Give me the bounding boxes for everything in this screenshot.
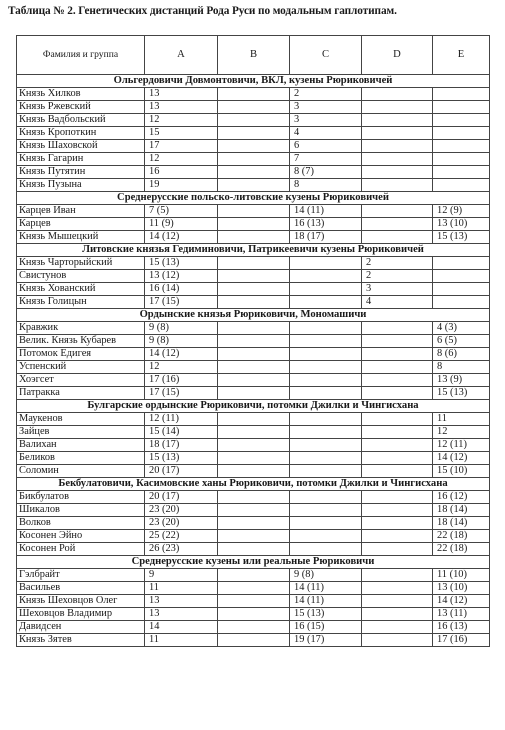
cell-e: 4 (3) [433,322,490,335]
cell-b [218,335,290,348]
cell-c: 9 (8) [290,569,362,582]
cell-a: 23 (20) [145,517,218,530]
cell-a: 14 (12) [145,231,218,244]
cell-name: Князь Хилков [17,88,145,101]
cell-name: Князь Мышецкий [17,231,145,244]
section-heading: Бекбулатовичи, Касимовские ханы Рюриковичи, потомки Джилки и Чингисхана [17,478,490,491]
table-row [17,569,490,582]
cell-d [362,491,433,504]
cell-e [433,179,490,192]
cell-a: 23 (20) [145,504,218,517]
cell-d [362,205,433,218]
table-row [17,101,490,114]
cell-name: Шикалов [17,504,145,517]
cell-d [362,595,433,608]
cell-name: Валихан [17,439,145,452]
cell-a: 14 [145,621,218,634]
section-heading-row [17,556,490,569]
table-row [17,322,490,335]
cell-name: Гэлбрайт [17,569,145,582]
cell-name: Князь Голицын [17,296,145,309]
column-header-b: B [218,36,290,75]
table-row [17,179,490,192]
cell-c [290,426,362,439]
cell-e [433,101,490,114]
cell-name: Велик. Князь Кубарев [17,335,145,348]
table-row [17,374,490,387]
cell-d [362,322,433,335]
table-row [17,218,490,231]
cell-e: 12 [433,426,490,439]
cell-c [290,452,362,465]
cell-d [362,634,433,647]
cell-b [218,517,290,530]
cell-e [433,166,490,179]
cell-d [362,114,433,127]
table-row [17,166,490,179]
cell-c: 19 (17) [290,634,362,647]
cell-name: Кравжик [17,322,145,335]
cell-name: Бикбулатов [17,491,145,504]
cell-b [218,166,290,179]
cell-b [218,88,290,101]
cell-b [218,140,290,153]
cell-b [218,361,290,374]
cell-c: 14 (11) [290,205,362,218]
table-row [17,127,490,140]
cell-b [218,543,290,556]
table-row [17,283,490,296]
cell-c [290,283,362,296]
cell-a: 20 (17) [145,465,218,478]
cell-e: 15 (13) [433,231,490,244]
cell-e [433,296,490,309]
cell-name: Карцев Иван [17,205,145,218]
cell-b [218,621,290,634]
cell-a: 12 (11) [145,413,218,426]
cell-d [362,452,433,465]
cell-a: 9 (8) [145,335,218,348]
table-row [17,231,490,244]
cell-name: Патракка [17,387,145,400]
cell-name: Маукенов [17,413,145,426]
cell-e: 8 [433,361,490,374]
cell-d: 4 [362,296,433,309]
cell-b [218,504,290,517]
table-row [17,621,490,634]
cell-b [218,218,290,231]
cell-c [290,270,362,283]
cell-name: Князь Пузына [17,179,145,192]
cell-e: 14 (12) [433,452,490,465]
table-header [17,36,490,75]
cell-b [218,374,290,387]
cell-e: 13 (9) [433,374,490,387]
cell-e: 12 (11) [433,439,490,452]
cell-d [362,101,433,114]
cell-b [218,491,290,504]
table-row [17,335,490,348]
cell-name: Карцев [17,218,145,231]
cell-c [290,348,362,361]
section-heading: Среднерусские польско-литовские кузены Рюриковичей [17,192,490,205]
table-row [17,426,490,439]
cell-a: 17 [145,140,218,153]
table-row [17,530,490,543]
cell-d: 3 [362,283,433,296]
table-row [17,465,490,478]
cell-a: 11 (9) [145,218,218,231]
table-row [17,452,490,465]
cell-c: 18 (17) [290,231,362,244]
cell-b [218,452,290,465]
cell-d [362,335,433,348]
section-heading-row [17,478,490,491]
cell-c: 16 (15) [290,621,362,634]
cell-a: 14 (12) [145,348,218,361]
table-row [17,608,490,621]
cell-d [362,413,433,426]
cell-b [218,205,290,218]
cell-name: Шеховцов Владимир [17,608,145,621]
cell-c: 8 [290,179,362,192]
cell-c [290,387,362,400]
cell-c: 6 [290,140,362,153]
cell-e: 18 (14) [433,517,490,530]
cell-d: 2 [362,257,433,270]
cell-e: 22 (18) [433,530,490,543]
table-row [17,153,490,166]
section-heading-row [17,75,490,88]
cell-a: 18 (17) [145,439,218,452]
cell-e: 17 (16) [433,634,490,647]
cell-c [290,504,362,517]
cell-e: 15 (13) [433,387,490,400]
table-row [17,387,490,400]
cell-c [290,465,362,478]
cell-c: 3 [290,101,362,114]
cell-b [218,595,290,608]
cell-a: 13 [145,88,218,101]
cell-name: Беликов [17,452,145,465]
cell-c [290,257,362,270]
section-heading: Булгарские ордынские Рюриковичи, потомки Джилки и Чингисхана [17,400,490,413]
cell-c: 14 (11) [290,595,362,608]
cell-b [218,348,290,361]
cell-e: 16 (13) [433,621,490,634]
section-heading-row [17,309,490,322]
cell-a: 13 [145,608,218,621]
table-row [17,140,490,153]
table-row [17,504,490,517]
cell-c: 16 (13) [290,218,362,231]
cell-e: 22 (18) [433,543,490,556]
cell-b [218,283,290,296]
table-row [17,348,490,361]
cell-e [433,88,490,101]
column-header-d: D [362,36,433,75]
cell-e: 6 (5) [433,335,490,348]
cell-b [218,127,290,140]
cell-c [290,413,362,426]
table-row [17,439,490,452]
cell-b [218,296,290,309]
cell-e [433,283,490,296]
table-row [17,634,490,647]
table-body [17,75,490,647]
table-row [17,491,490,504]
cell-a: 13 (12) [145,270,218,283]
cell-c [290,374,362,387]
table-row [17,517,490,530]
cell-d [362,348,433,361]
cell-d [362,543,433,556]
cell-e: 18 (14) [433,504,490,517]
cell-d [362,582,433,595]
cell-name: Потомок Едигея [17,348,145,361]
cell-name: Князь Чарторыйский [17,257,145,270]
cell-e [433,127,490,140]
section-heading: Ордынские князья Рюриковичи, Мономашичи [17,309,490,322]
cell-a: 15 (13) [145,452,218,465]
cell-name: Князь Шеховцов Олег [17,595,145,608]
cell-d [362,621,433,634]
section-heading-row [17,192,490,205]
cell-d [362,88,433,101]
cell-a: 13 [145,101,218,114]
cell-b [218,569,290,582]
cell-b [218,114,290,127]
cell-e [433,140,490,153]
cell-d [362,179,433,192]
cell-name: Зайцев [17,426,145,439]
cell-e: 13 (10) [433,582,490,595]
cell-name: Князь Кропоткин [17,127,145,140]
cell-d [362,504,433,517]
cell-c [290,543,362,556]
cell-d [362,127,433,140]
cell-b [218,231,290,244]
cell-c [290,439,362,452]
table-row [17,257,490,270]
cell-c: 3 [290,114,362,127]
cell-e: 13 (11) [433,608,490,621]
cell-d [362,218,433,231]
cell-b [218,270,290,283]
cell-d [362,608,433,621]
cell-d [362,153,433,166]
cell-name: Князь Путятин [17,166,145,179]
cell-c: 8 (7) [290,166,362,179]
cell-name: Князь Хованский [17,283,145,296]
cell-e: 12 (9) [433,205,490,218]
cell-a: 17 (15) [145,296,218,309]
header-row [17,36,490,75]
cell-e [433,257,490,270]
cell-name: Волков [17,517,145,530]
cell-b [218,413,290,426]
section-heading: Ольгердовичи Довмонтовичи, ВКЛ, кузены Рюриковичей [17,75,490,88]
genetic-distance-table [16,35,490,647]
cell-c [290,530,362,543]
table-row [17,205,490,218]
cell-d [362,530,433,543]
cell-a: 15 [145,127,218,140]
cell-a: 7 (5) [145,205,218,218]
cell-name: Хоэгсет [17,374,145,387]
table-row [17,361,490,374]
column-header-a: A [145,36,218,75]
cell-b [218,426,290,439]
cell-c [290,335,362,348]
cell-d [362,166,433,179]
cell-d [362,140,433,153]
cell-d [362,569,433,582]
cell-b [218,179,290,192]
cell-name: Князь Ржевский [17,101,145,114]
table-row [17,582,490,595]
table-row [17,543,490,556]
cell-c [290,491,362,504]
cell-a: 13 [145,595,218,608]
table-row [17,270,490,283]
cell-e [433,153,490,166]
cell-e [433,114,490,127]
cell-d [362,426,433,439]
cell-a: 12 [145,361,218,374]
cell-b [218,101,290,114]
table-row [17,413,490,426]
table-row [17,114,490,127]
cell-a: 26 (23) [145,543,218,556]
cell-e: 11 (10) [433,569,490,582]
cell-name: Князь Гагарин [17,153,145,166]
section-heading-row [17,400,490,413]
column-header-c: C [290,36,362,75]
cell-c: 4 [290,127,362,140]
cell-d [362,374,433,387]
table-row [17,296,490,309]
cell-a: 11 [145,582,218,595]
cell-name: Успенский [17,361,145,374]
cell-c [290,361,362,374]
cell-c: 15 (13) [290,608,362,621]
cell-b [218,387,290,400]
column-header-e: E [433,36,490,75]
cell-a: 25 (22) [145,530,218,543]
cell-d [362,439,433,452]
cell-b [218,439,290,452]
cell-a: 16 [145,166,218,179]
cell-a: 17 (15) [145,387,218,400]
table-caption: Таблица № 2. Генетических дистанций Рода Руси по модальным гаплотипам. [8,5,397,17]
cell-a: 17 (16) [145,374,218,387]
cell-d [362,387,433,400]
cell-name: Васильев [17,582,145,595]
cell-name: Князь Шаховской [17,140,145,153]
cell-c [290,322,362,335]
cell-name: Давидсен [17,621,145,634]
cell-b [218,634,290,647]
cell-b [218,465,290,478]
section-heading-row [17,244,490,257]
cell-name: Соломин [17,465,145,478]
cell-c: 7 [290,153,362,166]
cell-a: 9 (8) [145,322,218,335]
table-row [17,595,490,608]
cell-d: 2 [362,270,433,283]
cell-a: 15 (13) [145,257,218,270]
cell-d [362,361,433,374]
cell-a: 9 [145,569,218,582]
cell-name: Косонен Рой [17,543,145,556]
cell-a: 20 (17) [145,491,218,504]
cell-e: 13 (10) [433,218,490,231]
cell-e: 11 [433,413,490,426]
cell-name: Князь Зятев [17,634,145,647]
section-heading: Литовские князья Гедиминовичи, Патрикеевичи кузены Рюриковичей [17,244,490,257]
cell-c: 2 [290,88,362,101]
cell-d [362,231,433,244]
cell-b [218,608,290,621]
cell-e [433,270,490,283]
cell-c [290,296,362,309]
cell-a: 12 [145,153,218,166]
column-header-name: Фамилия и группа [17,36,145,75]
cell-name: Косонен Эйно [17,530,145,543]
cell-b [218,257,290,270]
cell-c: 14 (11) [290,582,362,595]
cell-b [218,153,290,166]
cell-b [218,322,290,335]
section-heading: Среднерусские кузены или реальные Рюриковичи [17,556,490,569]
cell-a: 16 (14) [145,283,218,296]
cell-a: 11 [145,634,218,647]
cell-d [362,465,433,478]
cell-a: 15 (14) [145,426,218,439]
cell-e: 8 (6) [433,348,490,361]
cell-a: 19 [145,179,218,192]
cell-name: Свистунов [17,270,145,283]
table-row [17,88,490,101]
cell-e: 16 (12) [433,491,490,504]
cell-b [218,530,290,543]
cell-e: 15 (10) [433,465,490,478]
cell-b [218,582,290,595]
cell-name: Князь Вадбольский [17,114,145,127]
cell-a: 12 [145,114,218,127]
cell-d [362,517,433,530]
cell-c [290,517,362,530]
cell-e: 14 (12) [433,595,490,608]
